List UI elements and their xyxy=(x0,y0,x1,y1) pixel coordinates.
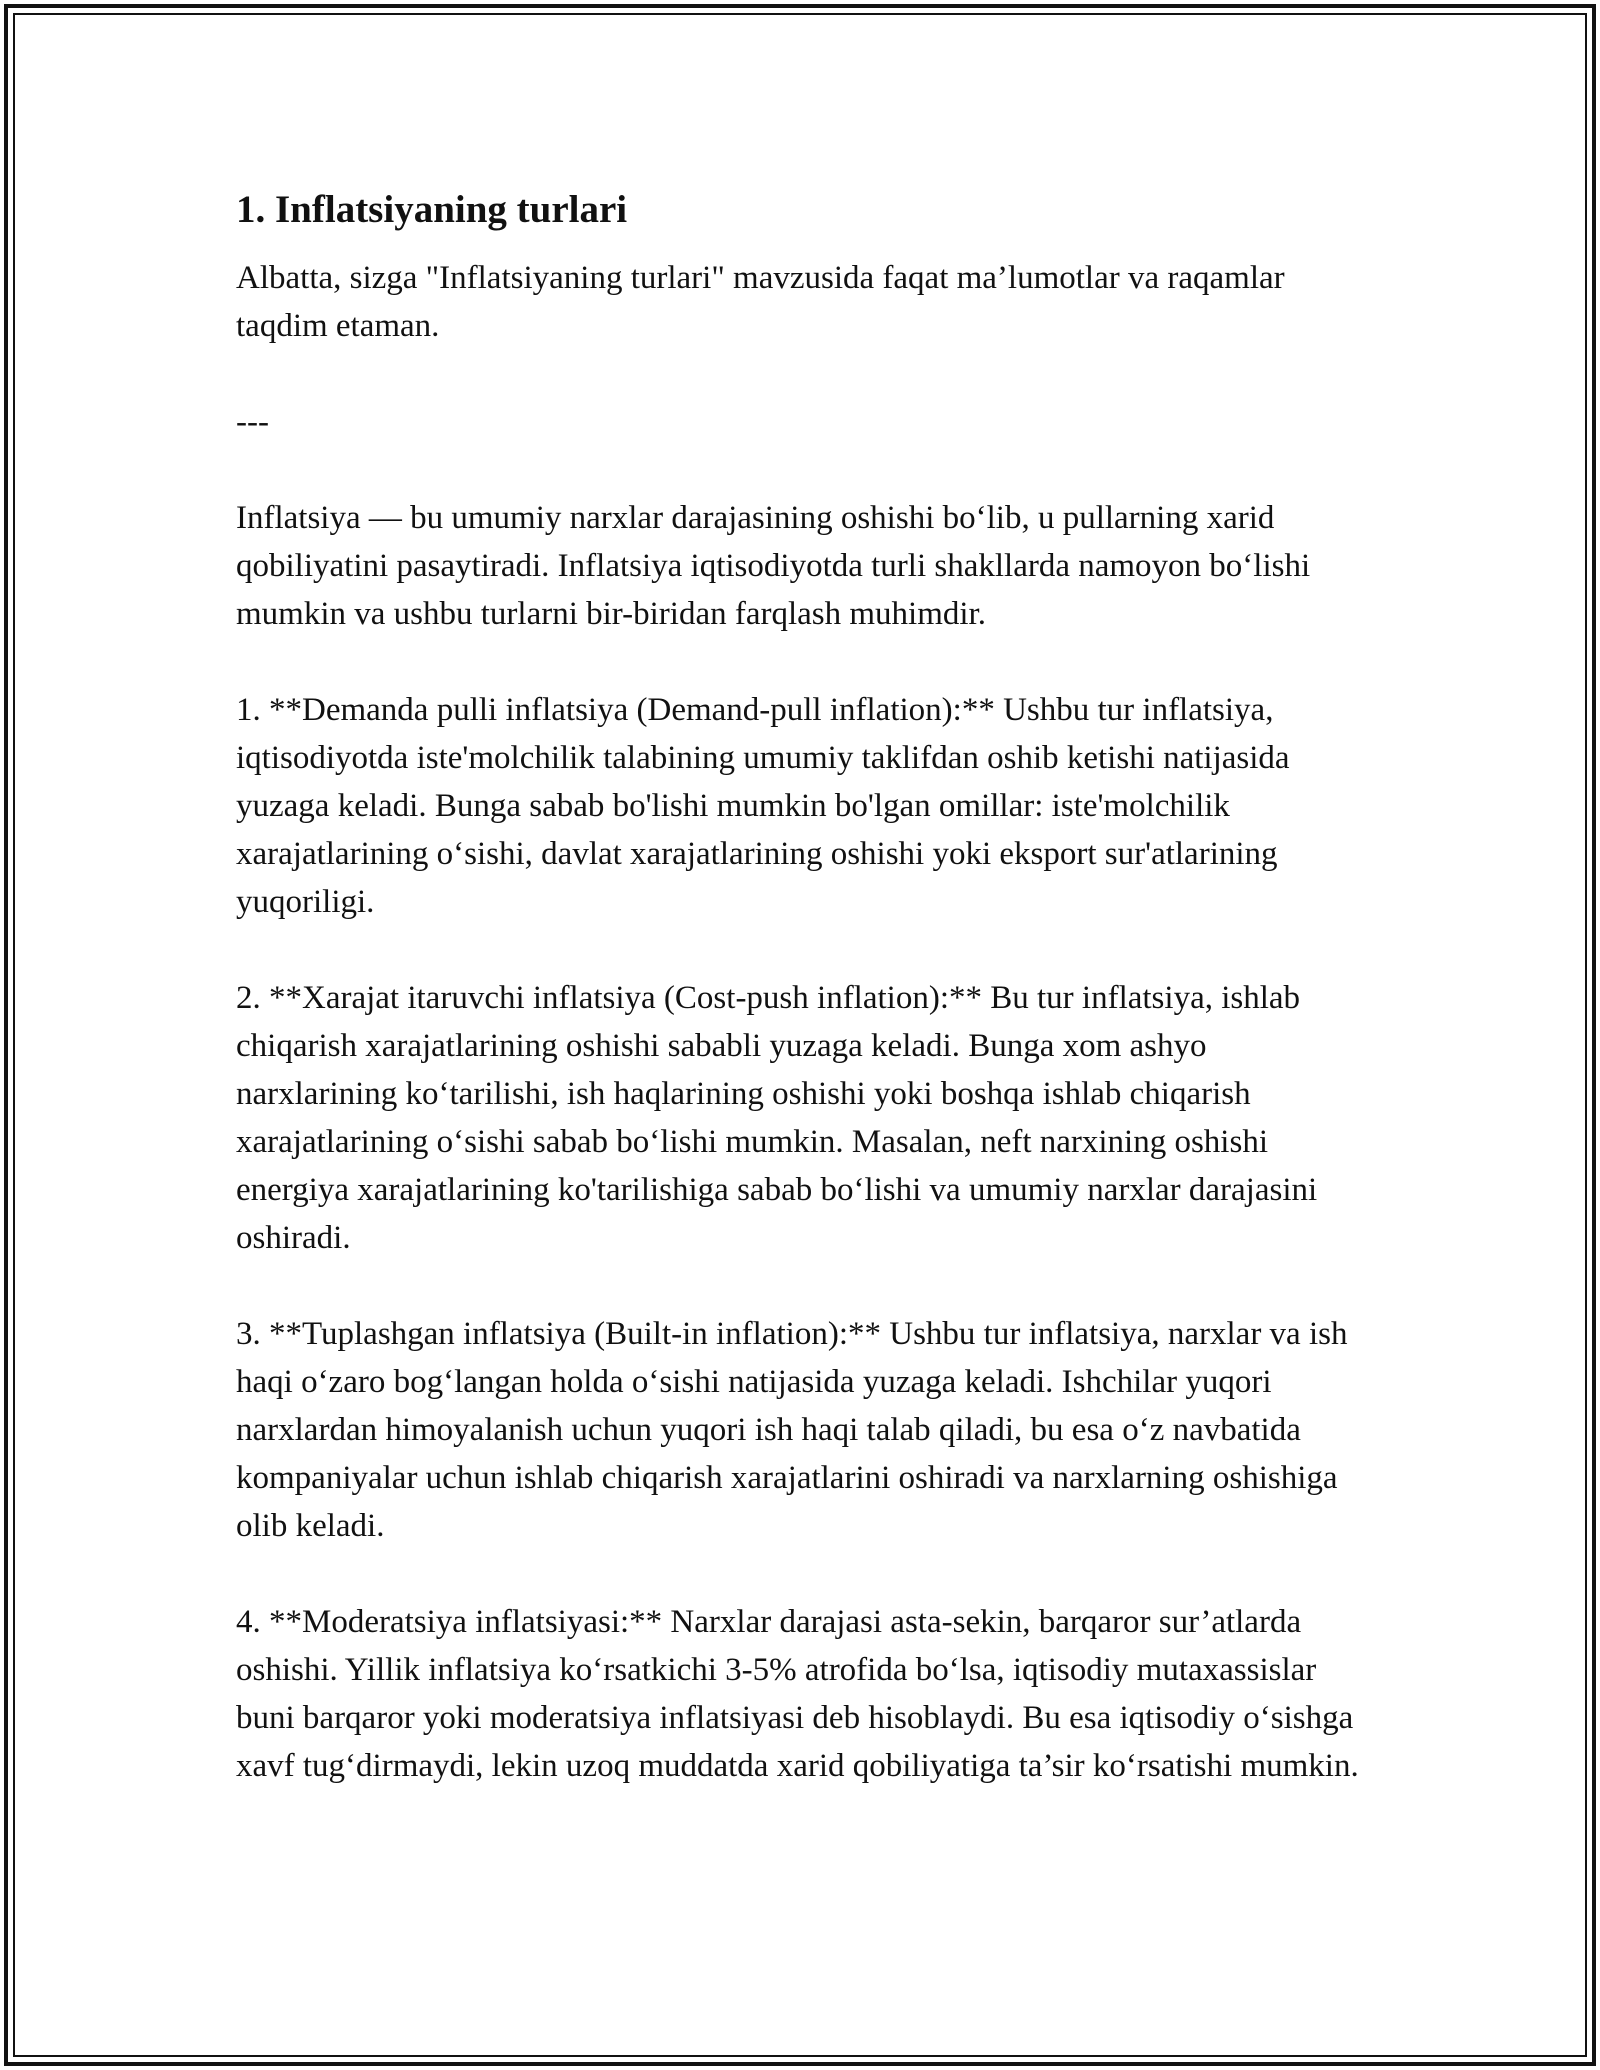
list-item-built-in: 3. **Tuplashgan inflatsiya (Built-in inflation):** Ushbu tur inflatsiya, narxlar va ish haqi o‘zaro bog‘langan holda o‘sishi natijasida yuzaga keladi. Ishchilar yuqori narxlardan himoyalanish uchun yuqori ish haqi talab qiladi, bu esa o‘z navbatida kompaniyalar uchun ishlab chiqarish xarajatlarini oshiradi va narxlarning oshishiga olib keladi. xyxy=(236,1316,1348,1544)
separator: --- xyxy=(236,404,269,440)
list-item-demand-pull: 1. **Demanda pulli inflatsiya (Demand-pull inflation):** Ushbu tur inflatsiya, iqtisodiyotda iste'molchilik talabining umumiy taklifdan oshib ketishi natijasida yuzaga keladi. Bunga sabab bo'lishi mumkin bo'lgan omillar: iste'molchilik xarajatlarining o‘sishi, davlat xarajatlarining oshishi yoki eksport sur'atlarining yuqoriligi. xyxy=(236,692,1290,920)
definition-paragraph: Inflatsiya — bu umumiy narxlar darajasining oshishi bo‘lib, u pullarning xarid qobiliyatini pasaytiradi. Inflatsiya iqtisodiyotda turli shakllarda namoyon bo‘lishi mumkin va ushbu turlarni bir-biridan farqlash muhimdir. xyxy=(236,500,1311,632)
document-body xyxy=(236,186,1366,1838)
document-title: 1. Inflatsiyaning turlari xyxy=(236,188,628,231)
list-item-cost-push: 2. **Xarajat itaruvchi inflatsiya (Cost-push inflation):** Bu tur inflatsiya, ishlab chiqarish xarajatlarining oshishi sababli yuzaga keladi. Bunga xom ashyo narxlarining ko‘tarilishi, ish haqlarining oshishi yoki boshqa ishlab chiqarish xarajatlarining o‘sishi sabab bo‘lishi mumkin. Masalan, neft narxining oshishi energiya xarajatlarining ko'tarilishiga sabab bo‘lishi va umumiy narxlar darajasini oshiradi. xyxy=(236,980,1318,1256)
intro-paragraph: Albatta, sizga "Inflatsiyaning turlari" mavzusida faqat ma’lumotlar va raqamlar taqdim etaman. xyxy=(236,260,1285,344)
list-item-moderate: 4. **Moderatsiya inflatsiyasi:** Narxlar darajasi asta-sekin, barqaror sur’atlarda oshishi. Yillik inflatsiya ko‘rsatkichi 3-5% atrofida bo‘lsa, iqtisodiy mutaxassislar buni barqaror yoki moderatsiya inflatsiyasi deb hisoblaydi. Bu esa iqtisodiy o‘sishga xavf tug‘dirmaydi, lekin uzoq muddatda xarid qobiliyatiga ta’sir ko‘rsatishi mumkin. xyxy=(236,1604,1359,1784)
